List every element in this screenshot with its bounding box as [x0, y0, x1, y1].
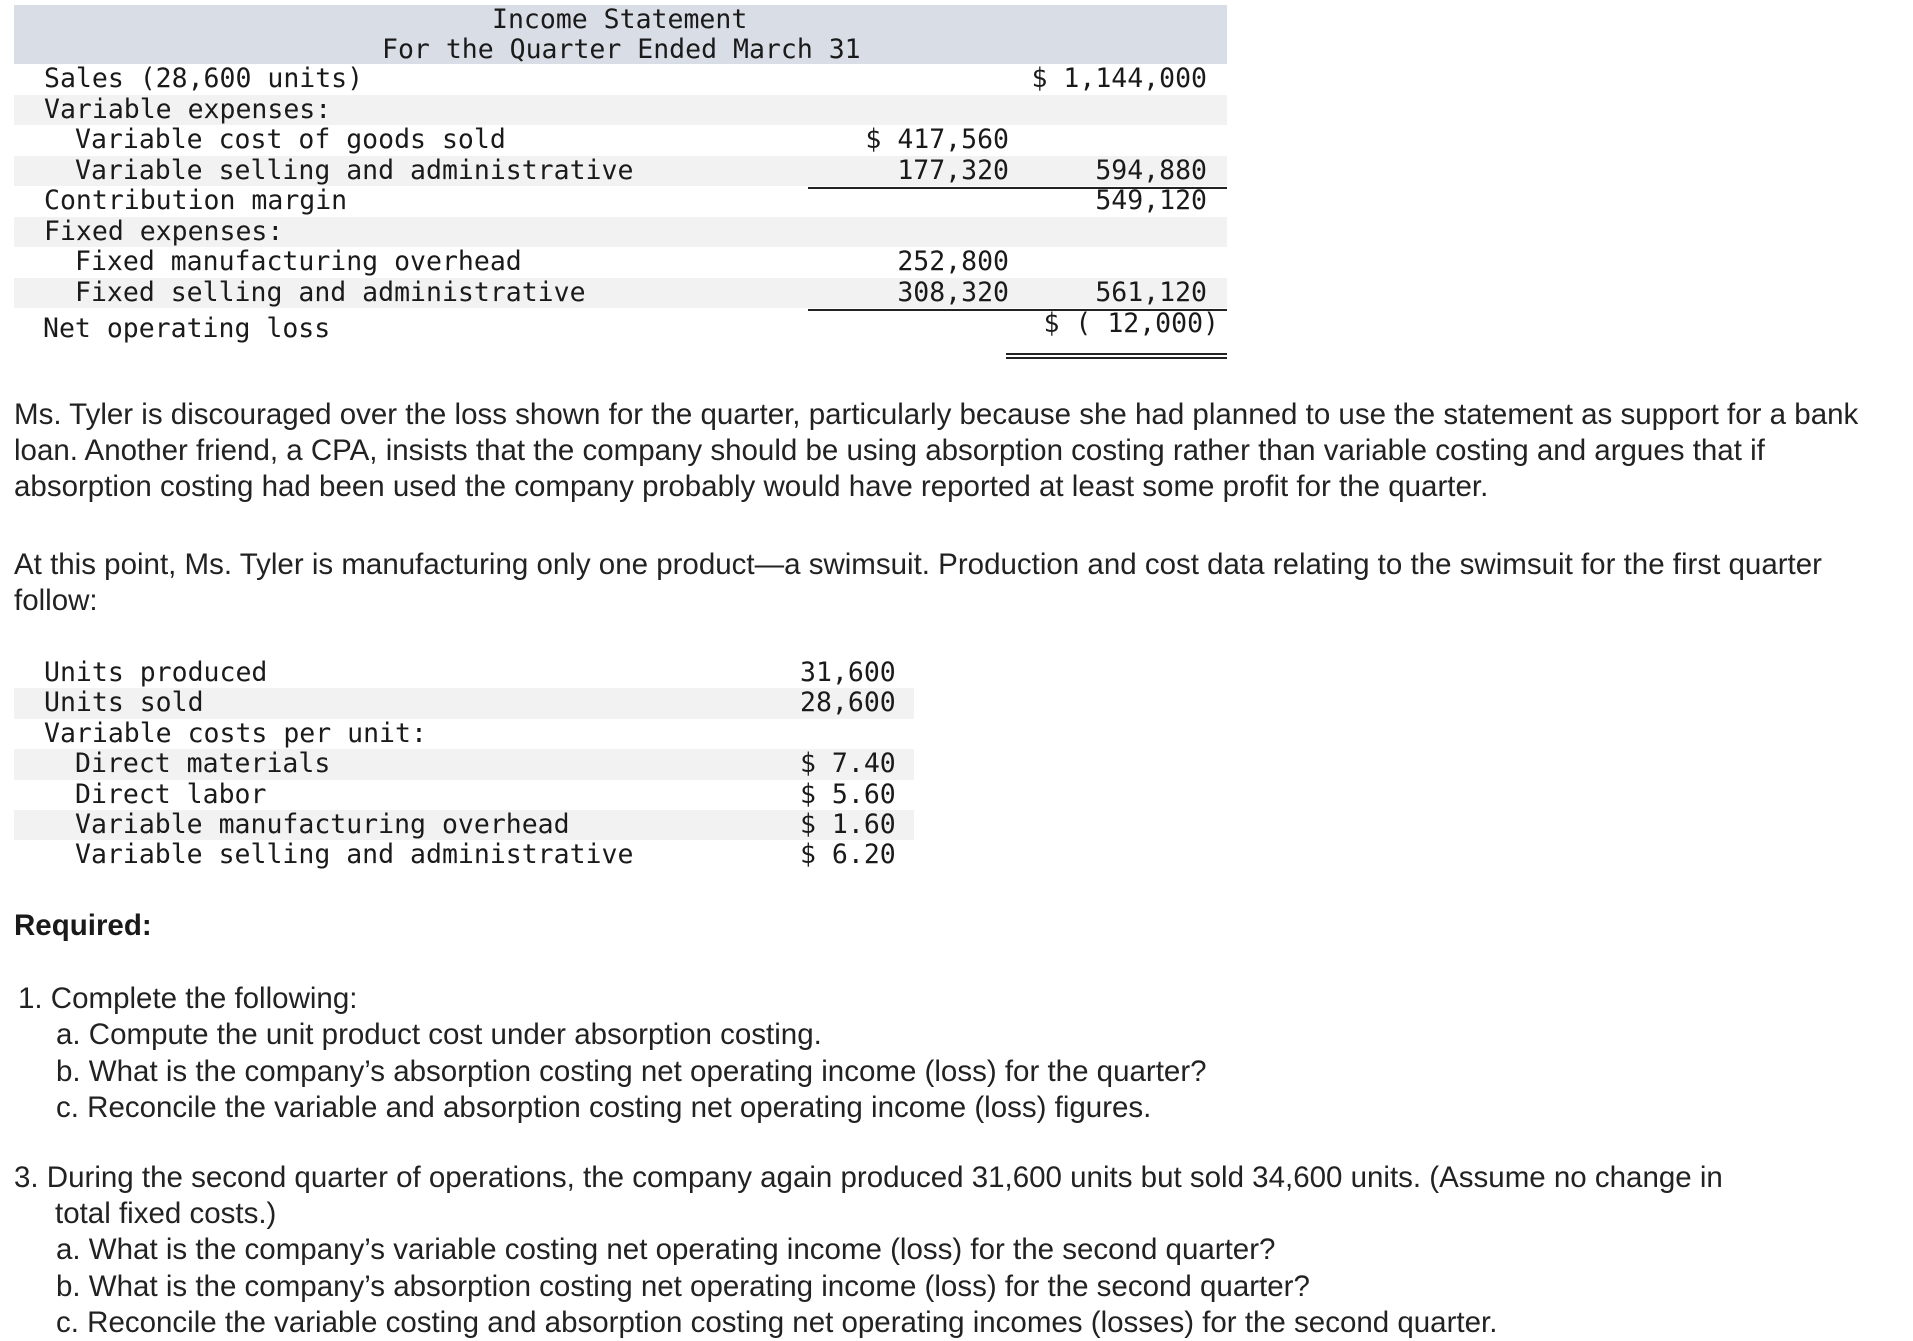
- income-statement-title: Income Statement: [492, 4, 748, 35]
- row-value: $ 1.60: [800, 808, 896, 840]
- row-label: Variable costs per unit:: [44, 717, 427, 749]
- double-underline-divider: [1006, 353, 1227, 355]
- row-value: $ 7.40: [800, 748, 896, 780]
- table-row: [14, 810, 914, 840]
- row-label: Units produced: [44, 657, 268, 688]
- row-value: $ 6.20: [800, 839, 896, 871]
- question-3a: a. What is the company’s variable costing net operating income (loss) for the second quarter?: [56, 1233, 1276, 1266]
- table-row: [14, 658, 914, 688]
- question-3c: c. Reconcile the variable costing and absorption costing net operating incomes (losses) for the second quarter.: [56, 1306, 1498, 1339]
- table-row: [14, 840, 914, 870]
- question-1: 1. Complete the following:: [18, 982, 358, 1015]
- row-total: 594,880: [1095, 154, 1207, 186]
- row-total: 549,120: [1095, 185, 1207, 216]
- row-label: Variable expenses:: [44, 93, 332, 125]
- row-label: Contribution margin: [44, 185, 348, 216]
- underline-divider: [808, 187, 1227, 189]
- row-total: 561,120: [1095, 276, 1207, 308]
- row-amount: 308,320: [897, 276, 1009, 308]
- table-row: [14, 749, 914, 779]
- table-row: [14, 719, 914, 749]
- income-statement-header: [14, 5, 1227, 64]
- table-row: [14, 780, 914, 810]
- question-3: 3. During the second quarter of operations, the company again produced 31,600 units but sold 34,600 units. (Assume no change in: [14, 1161, 1723, 1194]
- row-label: Net operating loss: [43, 313, 331, 344]
- row-value: $ 5.60: [800, 778, 896, 810]
- question-3b: b. What is the company’s absorption costing net operating income (loss) for the second quarter?: [56, 1270, 1310, 1303]
- table-row: [14, 278, 1227, 309]
- row-label: Sales (28,600 units): [44, 63, 364, 94]
- table-row: [14, 95, 1227, 126]
- table-row: [14, 125, 1227, 156]
- row-label: Fixed expenses:: [44, 215, 284, 247]
- question-1a: a. Compute the unit product cost under absorption costing.: [56, 1018, 822, 1051]
- production-data-table: [14, 658, 914, 871]
- required-heading: Required:: [14, 909, 152, 942]
- row-label: Variable selling and administrative: [75, 839, 634, 871]
- double-underline-divider: [1006, 357, 1227, 359]
- question-1b: b. What is the company’s absorption costing net operating income (loss) for the quarter?: [56, 1055, 1207, 1088]
- underline-divider: [808, 309, 1227, 311]
- row-total: $ 1,144,000: [1031, 63, 1207, 94]
- row-label: Fixed selling and administrative: [75, 276, 586, 308]
- paragraph-swimsuit-intro: At this point, Ms. Tyler is manufacturing only one product—a swimsuit. Production and cost data relating to the swimsuit for the first quarter follow:: [14, 548, 1822, 617]
- paragraph-loss-discussion: Ms. Tyler is discouraged over the loss shown for the quarter, particularly because she had planned to use the statement as support for a bank loan. Another friend, a CPA, insists that the company should be using absorption costing rather than variable costing and argues that if absorption costing had been used the company probably would have reported at least some profit for the quarter.: [14, 398, 1859, 503]
- row-amount: 252,800: [897, 246, 1009, 277]
- table-row: [14, 186, 1227, 217]
- row-label: Direct labor: [75, 778, 267, 810]
- table-row: [14, 217, 1227, 248]
- question-3-continued: total fixed costs.): [55, 1197, 277, 1230]
- table-row: [14, 688, 914, 718]
- row-label: Fixed manufacturing overhead: [75, 246, 522, 277]
- row-label: Variable manufacturing overhead: [75, 808, 570, 840]
- income-statement: [14, 5, 1227, 344]
- table-row: [14, 64, 1227, 95]
- row-label: Units sold: [44, 687, 204, 719]
- question-1c: c. Reconcile the variable and absorption costing net operating income (loss) figures.: [56, 1091, 1152, 1124]
- row-label: Direct materials: [75, 748, 331, 780]
- table-row: [14, 247, 1227, 278]
- net-operating-loss-value: $ ( 12,000): [1043, 308, 1219, 339]
- row-label: Variable cost of goods sold: [75, 124, 506, 155]
- row-label: Variable selling and administrative: [75, 154, 634, 186]
- row-value: 31,600: [800, 657, 896, 688]
- income-statement-subtitle: For the Quarter Ended March 31: [382, 34, 861, 65]
- table-row: [14, 156, 1227, 187]
- table-row: [14, 308, 1227, 344]
- row-amount: $ 417,560: [865, 124, 1009, 155]
- row-amount: 177,320: [897, 154, 1009, 186]
- row-value: 28,600: [800, 687, 896, 719]
